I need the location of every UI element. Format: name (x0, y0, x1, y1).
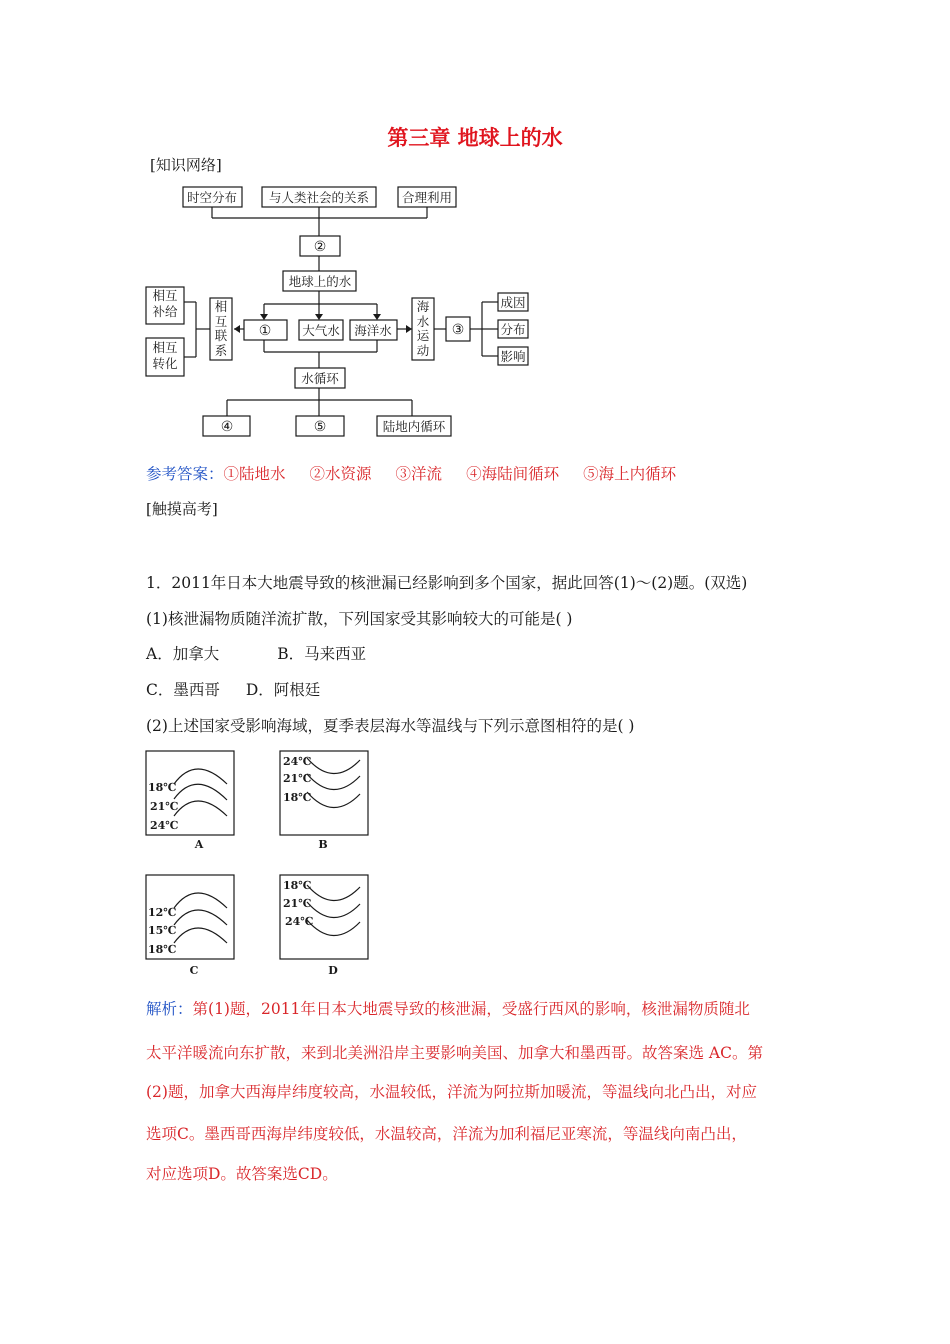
label-cause: 成因 (500, 295, 526, 310)
explanation-line-2: 太平洋暖流向东扩散，来到北美洲沿岸主要影响美国、加拿大和墨西哥。故答案选 AC。第 (146, 1044, 763, 1062)
section-exam-heading: [触摸高考] (146, 500, 218, 518)
label-distribution: 分布 (500, 322, 526, 337)
label-n4: ④ (220, 419, 234, 435)
page-title: 第三章 地球上的水 (387, 125, 563, 150)
label-rational-use: 合理利用 (401, 190, 453, 205)
option-d: D．阿根廷 (245, 681, 321, 699)
map-b-isotherm-3 (307, 792, 360, 808)
map-b-isotherm-1 (307, 758, 360, 774)
map-a-isotherm-3 (174, 801, 227, 816)
explanation-line-5: 对应选项D。故答案选CD。 (146, 1165, 338, 1183)
label-influence: 影响 (500, 349, 526, 364)
map-c-isotherm-3 (174, 928, 227, 943)
label-n2: ② (313, 239, 327, 255)
explanation-line-3: (2)题，加拿大西海岸纬度较高，水温较低，洋流为阿拉斯加暖流，等温线向北凸出，对应 (146, 1083, 757, 1101)
map-d-label-2: 21℃ (283, 897, 312, 910)
map-b-letter: B (318, 838, 328, 851)
question-1: (1)核泄漏物质随洋流扩散，下列国家受其影响较大的可能是( ) (146, 610, 573, 628)
explanation-label: 解析： (146, 1000, 193, 1018)
reference-answer (146, 462, 676, 484)
label-relation: 相互联系 (214, 300, 228, 358)
map-c-label-1: 12℃ (148, 906, 177, 919)
map-d-isotherm-3 (307, 920, 360, 936)
label-mutual-recharge: 相互补给 (152, 288, 178, 319)
question-stem: 1．2011年日本大地震导致的核泄漏已经影响到多个国家，据此回答(1)～(2)题。(双选) (146, 574, 748, 592)
label-sea-motion: 海水运动 (416, 300, 430, 358)
answer-item-5: ⑤海上内循环 (583, 465, 677, 483)
answer-label: 参考答案： (146, 465, 224, 483)
map-b-isotherm-2 (307, 774, 360, 790)
label-mutual-transform: 相互转化 (152, 340, 178, 371)
map-c-letter: C (189, 964, 199, 977)
label-land-cycle: 陆地内循环 (382, 419, 446, 434)
map-d-label-3: 24℃ (285, 915, 314, 928)
option-a: A．加拿大 (146, 645, 220, 663)
explanation-text-1: 第(1)题，2011年日本大地震导致的核泄漏，受盛行西风的影响，核泄漏物质随北 (192, 1000, 750, 1018)
question-2: (2)上述国家受影响海域，夏季表层海水等温线与下列示意图相符的是( ) (146, 717, 635, 735)
answer-item-2: ②水资源 (309, 465, 372, 483)
map-d-letter: D (328, 964, 338, 977)
options-row-1 (146, 642, 366, 664)
map-a-letter: A (194, 838, 204, 851)
map-b-label-1: 24℃ (283, 755, 312, 768)
label-ocean: 海洋水 (354, 323, 392, 338)
map-b-label-2: 21℃ (283, 772, 312, 785)
answer-item-3: ③洋流 (395, 465, 443, 483)
option-b: B．马来西亚 (277, 645, 367, 663)
map-a-isotherm-2 (174, 784, 227, 800)
map-c-label-2: 15℃ (148, 924, 177, 937)
label-water-cycle: 水循环 (301, 371, 339, 386)
map-d-isotherm-1 (307, 885, 360, 901)
map-d-label-1: 18℃ (283, 879, 312, 892)
label-atmosphere: 大气水 (302, 323, 340, 338)
answer-item-4: ④海陆间循环 (466, 465, 560, 483)
map-c-isotherm-1 (174, 893, 227, 908)
map-a-isotherm-1 (174, 769, 227, 784)
map-c-isotherm-2 (174, 910, 227, 925)
label-n1: ① (258, 323, 272, 339)
explanation-line-1 (146, 997, 750, 1019)
option-c: C．墨西哥 (146, 681, 220, 699)
map-a-label-2: 21℃ (150, 800, 179, 813)
label-human-relation: 与人类社会的关系 (268, 190, 370, 205)
options-row-2 (146, 678, 320, 700)
section-network-heading: [知识网络] (150, 156, 222, 174)
knowledge-network-diagram (0, 0, 950, 460)
explanation-line-4: 选项C。墨西哥西海岸纬度较低，水温较高，洋流为加利福尼亚寒流，等温线向南凸出， (146, 1125, 747, 1143)
label-n3: ③ (451, 322, 465, 338)
map-a-label-3: 24℃ (150, 819, 179, 832)
label-earth-water: 地球上的水 (288, 274, 352, 289)
label-n5: ⑤ (313, 419, 327, 435)
map-b-label-3: 18℃ (283, 791, 312, 804)
label-time-space: 时空分布 (186, 190, 238, 205)
map-a-label-1: 18℃ (148, 781, 177, 794)
map-d-isotherm-2 (307, 902, 360, 918)
map-c-label-3: 18℃ (148, 943, 177, 956)
isotherm-maps (0, 740, 950, 990)
answer-item-1: ①陆地水 (223, 465, 286, 483)
